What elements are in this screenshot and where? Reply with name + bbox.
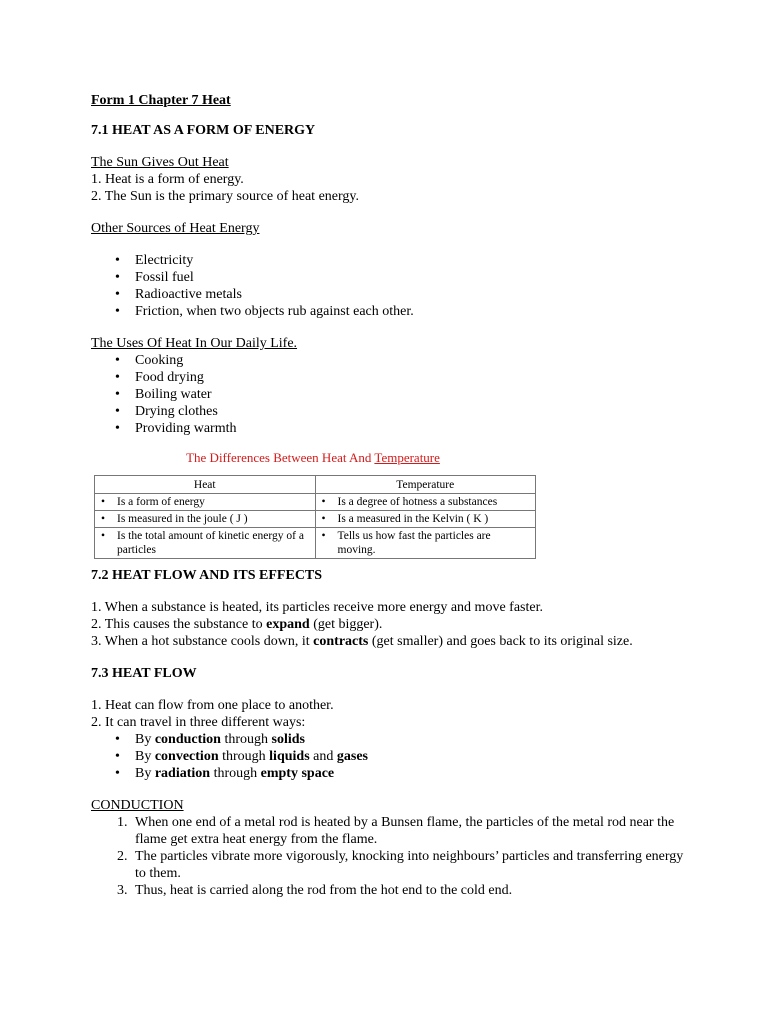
- section-7-1-heading: 7.1 HEAT AS A FORM OF ENERGY: [91, 123, 316, 138]
- temperature-cell: • Tells us how fast the particles are moving.: [320, 529, 532, 557]
- list-item: • Friction, when two objects rub against each other.: [91, 303, 691, 320]
- table-caption: [91, 444, 535, 475]
- table-row: [95, 528, 536, 559]
- table-caption-underlined: Temperature: [374, 450, 440, 465]
- list-item: • By convection through liquids and gases: [91, 748, 691, 765]
- list-item: • Electricity: [91, 252, 691, 269]
- list-item: 1. When one end of a metal rod is heated by a Bunsen flame, the particles of the metal rod near the flame get extra heat energy from the flame.: [117, 815, 675, 847]
- heat-cell: • Is a form of energy: [99, 495, 311, 509]
- heat-cell: • Is measured in the joule ( J ): [99, 512, 311, 526]
- section-7-3-heading: 7.3 HEAT FLOW: [91, 666, 197, 681]
- list-item: • By radiation through empty space: [91, 765, 691, 782]
- conduction-heading: CONDUCTION: [91, 798, 184, 813]
- heat-temperature-table: [94, 475, 536, 559]
- sun-point-2: 2. The Sun is the primary source of heat energy.: [91, 189, 360, 204]
- temperature-cell: • Is a degree of hotness a substances: [320, 495, 532, 509]
- document-title: Form 1 Chapter 7 Heat: [91, 93, 231, 108]
- heat-ways-list: [91, 731, 691, 782]
- document-page: [91, 92, 691, 899]
- list-item: 2. The particles vibrate more vigorously, knocking into neighbours’ particles and transferring energy to them.: [117, 849, 684, 881]
- table-caption-main: The Differences Between Heat And: [186, 450, 375, 465]
- section-7-2-heading: 7.2 HEAT FLOW AND ITS EFFECTS: [91, 568, 323, 583]
- list-item: • Boiling water: [91, 386, 691, 403]
- comparison-table-figure: [91, 444, 535, 559]
- uses-list: [91, 352, 691, 437]
- sun-point-1: 1. Heat is a form of energy.: [91, 172, 244, 187]
- heat-flow-point-1: 1. When a substance is heated, its particles receive more energy and move faster.: [91, 600, 543, 615]
- table-row: [95, 494, 536, 511]
- heat-flow-point-3: 3. When a hot substance cools down, it contracts (get smaller) and goes back to its original size.: [91, 634, 633, 649]
- sun-heading: The Sun Gives Out Heat: [91, 155, 229, 170]
- list-item: • By conduction through solids: [91, 731, 691, 748]
- conduction-list: [91, 814, 691, 899]
- temperature-cell: • Is a measured in the Kelvin ( K ): [320, 512, 532, 526]
- list-item: • Cooking: [91, 352, 691, 369]
- list-item: • Drying clothes: [91, 403, 691, 420]
- sources-list: [91, 252, 691, 320]
- list-item: 3. Thus, heat is carried along the rod from the hot end to the cold end.: [117, 883, 513, 898]
- column-header-temperature: Temperature: [315, 476, 536, 494]
- heat-ways-point-2: 2. It can travel in three different ways:: [91, 715, 306, 730]
- column-header-heat: Heat: [95, 476, 316, 494]
- heat-ways-point-1: 1. Heat can flow from one place to another.: [91, 698, 334, 713]
- list-item: • Fossil fuel: [91, 269, 691, 286]
- list-item: • Radioactive metals: [91, 286, 691, 303]
- heat-cell: • Is the total amount of kinetic energy of a particles: [99, 529, 311, 557]
- heat-flow-point-2: 2. This causes the substance to expand (get bigger).: [91, 617, 383, 632]
- table-row: [95, 511, 536, 528]
- sources-heading: Other Sources of Heat Energy: [91, 221, 260, 236]
- list-item: • Providing warmth: [91, 420, 691, 437]
- list-item: • Food drying: [91, 369, 691, 386]
- uses-heading: The Uses Of Heat In Our Daily Life.: [91, 336, 298, 351]
